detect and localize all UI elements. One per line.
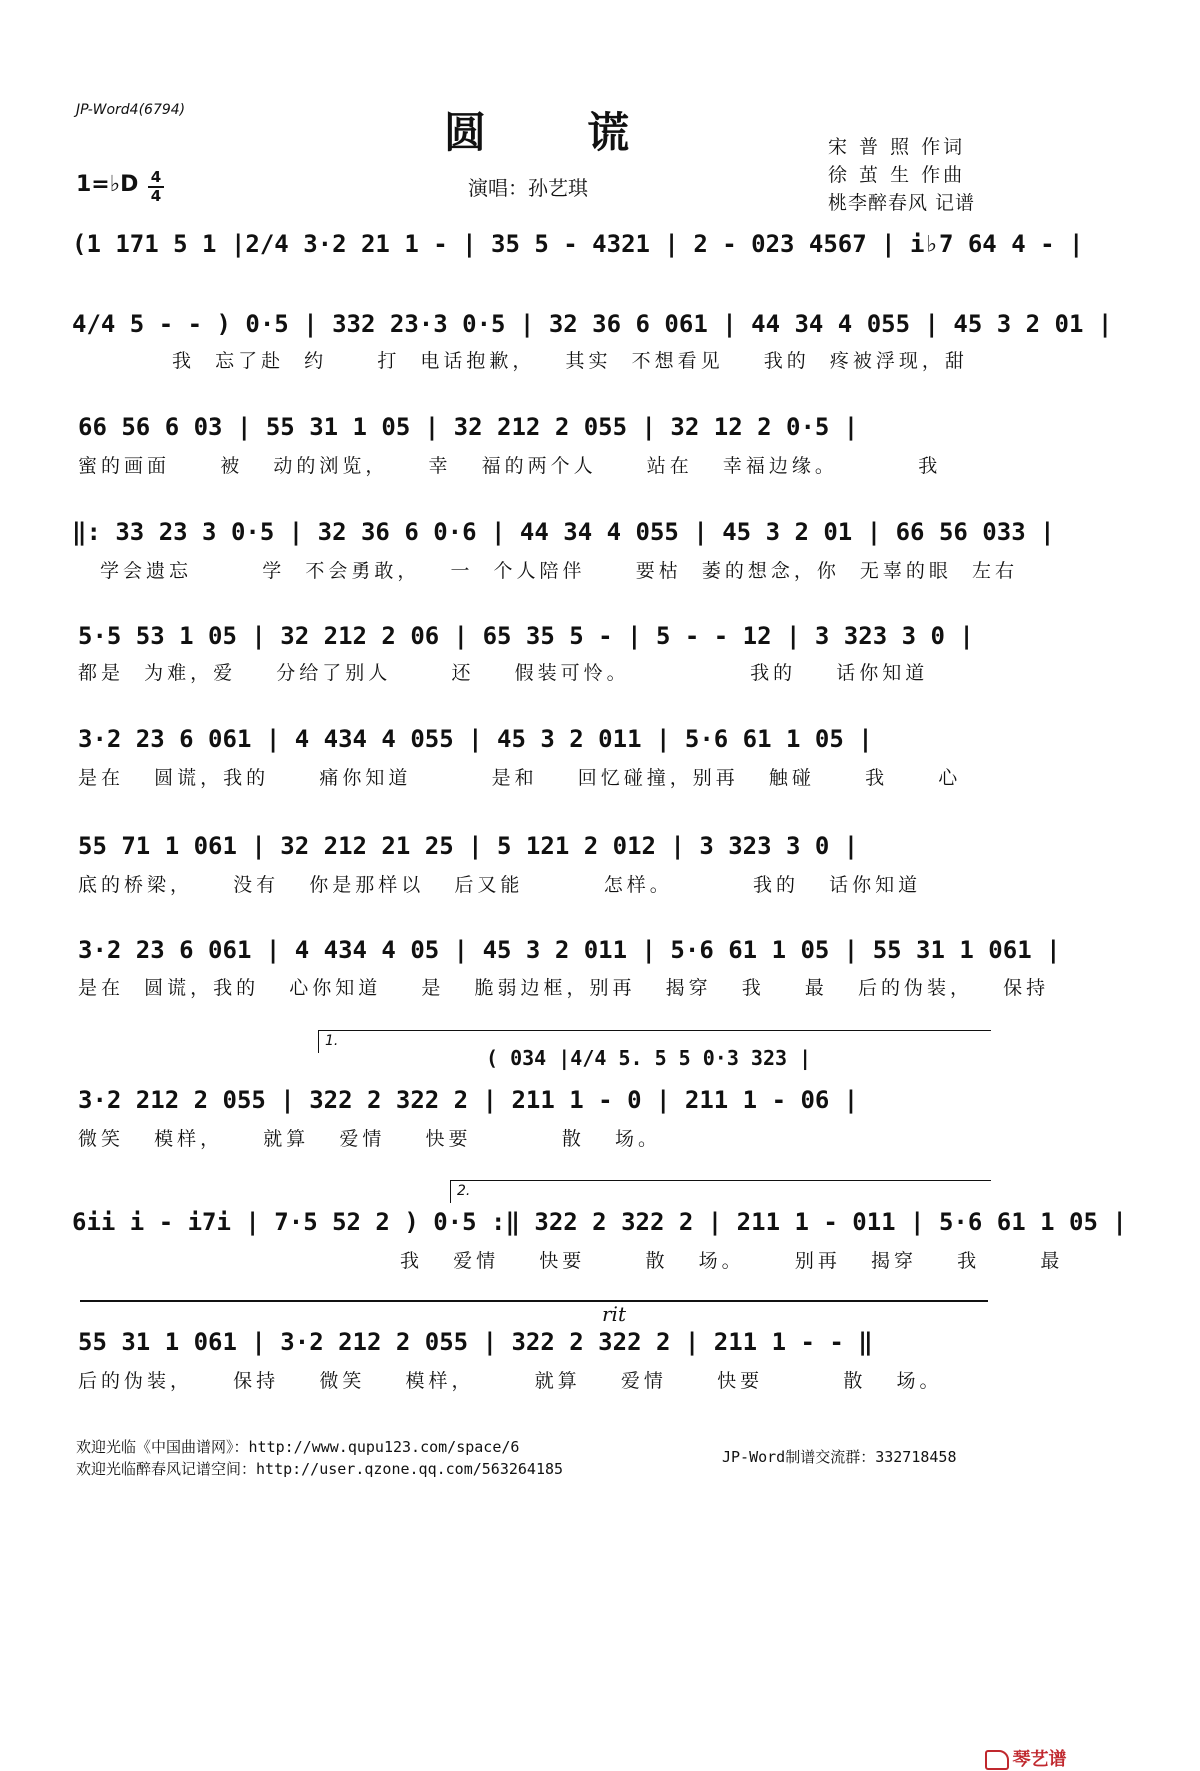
system-8-notes: 3·2 23 6 061 | 4 434 4 05 | 45 3 2 011 | 5·6 61 1 05 | 55 31 1 061 | bbox=[78, 936, 1061, 964]
system-10-notes: 6ii i - i7i | 7·5 52 2 ) 0·5 :‖ 322 2 322 2 | 211 1 - 011 | 5·6 61 1 05 | bbox=[72, 1208, 1127, 1236]
system-9-notes: 3·2 212 2 055 | 322 2 322 2 | 211 1 - 0 | 211 1 - 06 | bbox=[78, 1086, 859, 1114]
transcriber-credit: 桃李醉春风 记谱 bbox=[828, 192, 976, 214]
site-logo-text: 琴艺谱 bbox=[1012, 1749, 1067, 1770]
system-1-notes: (1 171 5 1 |2/4 3·2 21 1 - | 35 5 - 4321 | 2 - 023 4567 | i♭7 64 4 - | bbox=[72, 230, 1084, 258]
footer-group: JP-Word制谱交流群：332718458 bbox=[722, 1448, 957, 1466]
time-signature bbox=[148, 170, 164, 204]
system-11-line bbox=[80, 1300, 988, 1302]
system-3-lyrics: 蜜的画面 被 动的浏览， 幸 福的两个人 站在 幸福边缘。 我 bbox=[78, 455, 942, 477]
system-9-upper-notes: ( 034 |4/4 5. 5 5 0·3 323 | bbox=[486, 1046, 812, 1070]
system-11-lyrics: 后的伪装， 保持 微笑 模样， 就算 爱情 快要 散 场。 bbox=[78, 1370, 943, 1392]
volta-2-label: 2. bbox=[457, 1183, 471, 1199]
system-6-lyrics: 是在 圆谎，我的 痛你知道 是和 回忆碰撞，别再 触碰 我 心 bbox=[78, 767, 962, 789]
system-6-notes: 3·2 23 6 061 | 4 434 4 055 | 45 3 2 011 | 5·6 61 1 05 | bbox=[78, 725, 873, 753]
time-signature-bottom: 4 bbox=[150, 187, 162, 205]
footer-line-1: 欢迎光临《中国曲谱网》：http://www.qupu123.com/space/6 bbox=[76, 1438, 520, 1456]
singer-credit: 演唱：孙艺琪 bbox=[468, 176, 588, 200]
time-signature-top: 4 bbox=[150, 168, 162, 186]
system-4-notes: ‖: 33 23 3 0·5 | 32 36 6 0·6 | 44 34 4 055 | 45 3 2 01 | 66 56 033 | bbox=[72, 518, 1055, 546]
system-5-notes: 5·5 53 1 05 | 32 212 2 06 | 65 35 5 - | 5 - - 12 | 3 323 3 0 | bbox=[78, 622, 974, 650]
software-label: JP-Word4(6794) bbox=[76, 102, 186, 118]
ritardando-marking: rit bbox=[602, 1302, 626, 1326]
system-2-lyrics: 我 忘了赴 约 打 电话抱歉， 其实 不想看见 我的 疼被浮现，甜 bbox=[172, 350, 968, 372]
system-3-notes: 66 56 6 03 | 55 31 1 05 | 32 212 2 055 | 32 12 2 0·5 | bbox=[78, 413, 859, 441]
system-7-notes: 55 71 1 061 | 32 212 21 25 | 5 121 2 012 | 3 323 3 0 | bbox=[78, 832, 859, 860]
volta-2-bracket bbox=[450, 1180, 991, 1203]
system-11-notes: 55 31 1 061 | 3·2 212 2 055 | 322 2 322 2 | 211 1 - - ‖ bbox=[78, 1328, 873, 1356]
site-logo bbox=[972, 1724, 1067, 1771]
lyricist-credit: 宋 普 照 作词 bbox=[828, 136, 966, 158]
key-signature: 1=♭D bbox=[76, 172, 139, 197]
system-4-lyrics: 学会遗忘 学 不会勇敢， 一 个人陪伴 要枯 萎的想念，你 无辜的眼 左右 bbox=[100, 560, 1018, 582]
song-title: 圆 谎 bbox=[444, 108, 654, 157]
system-2-notes: 4/4 5 - - ) 0·5 | 332 23·3 0·5 | 32 36 6 061 | 44 34 4 055 | 45 3 2 01 | bbox=[72, 310, 1113, 338]
system-7-lyrics: 底的桥梁， 没有 你是那样以 后又能 怎样。 我的 话你知道 bbox=[78, 874, 922, 896]
composer-credit: 徐 茧 生 作曲 bbox=[828, 164, 966, 186]
system-8-lyrics: 是在 圆谎，我的 心你知道 是 脆弱边框，别再 揭穿 我 最 后的伪装， 保持 bbox=[78, 977, 1050, 999]
footer-line-2: 欢迎光临醉春风记谱空间：http://user.qzone.qq.com/563264185 bbox=[76, 1460, 564, 1478]
system-9-lyrics: 微笑 模样， 就算 爱情 快要 散 场。 bbox=[78, 1128, 662, 1150]
system-10-lyrics: 我 爱情 快要 散 场。 别再 揭穿 我 最 bbox=[400, 1250, 1064, 1272]
logo-mark-icon bbox=[985, 1750, 1009, 1770]
volta-1-label: 1. bbox=[325, 1033, 339, 1049]
system-5-lyrics: 都是 为难，爱 分给了别人 还 假装可怜。 我的 话你知道 bbox=[78, 662, 929, 684]
